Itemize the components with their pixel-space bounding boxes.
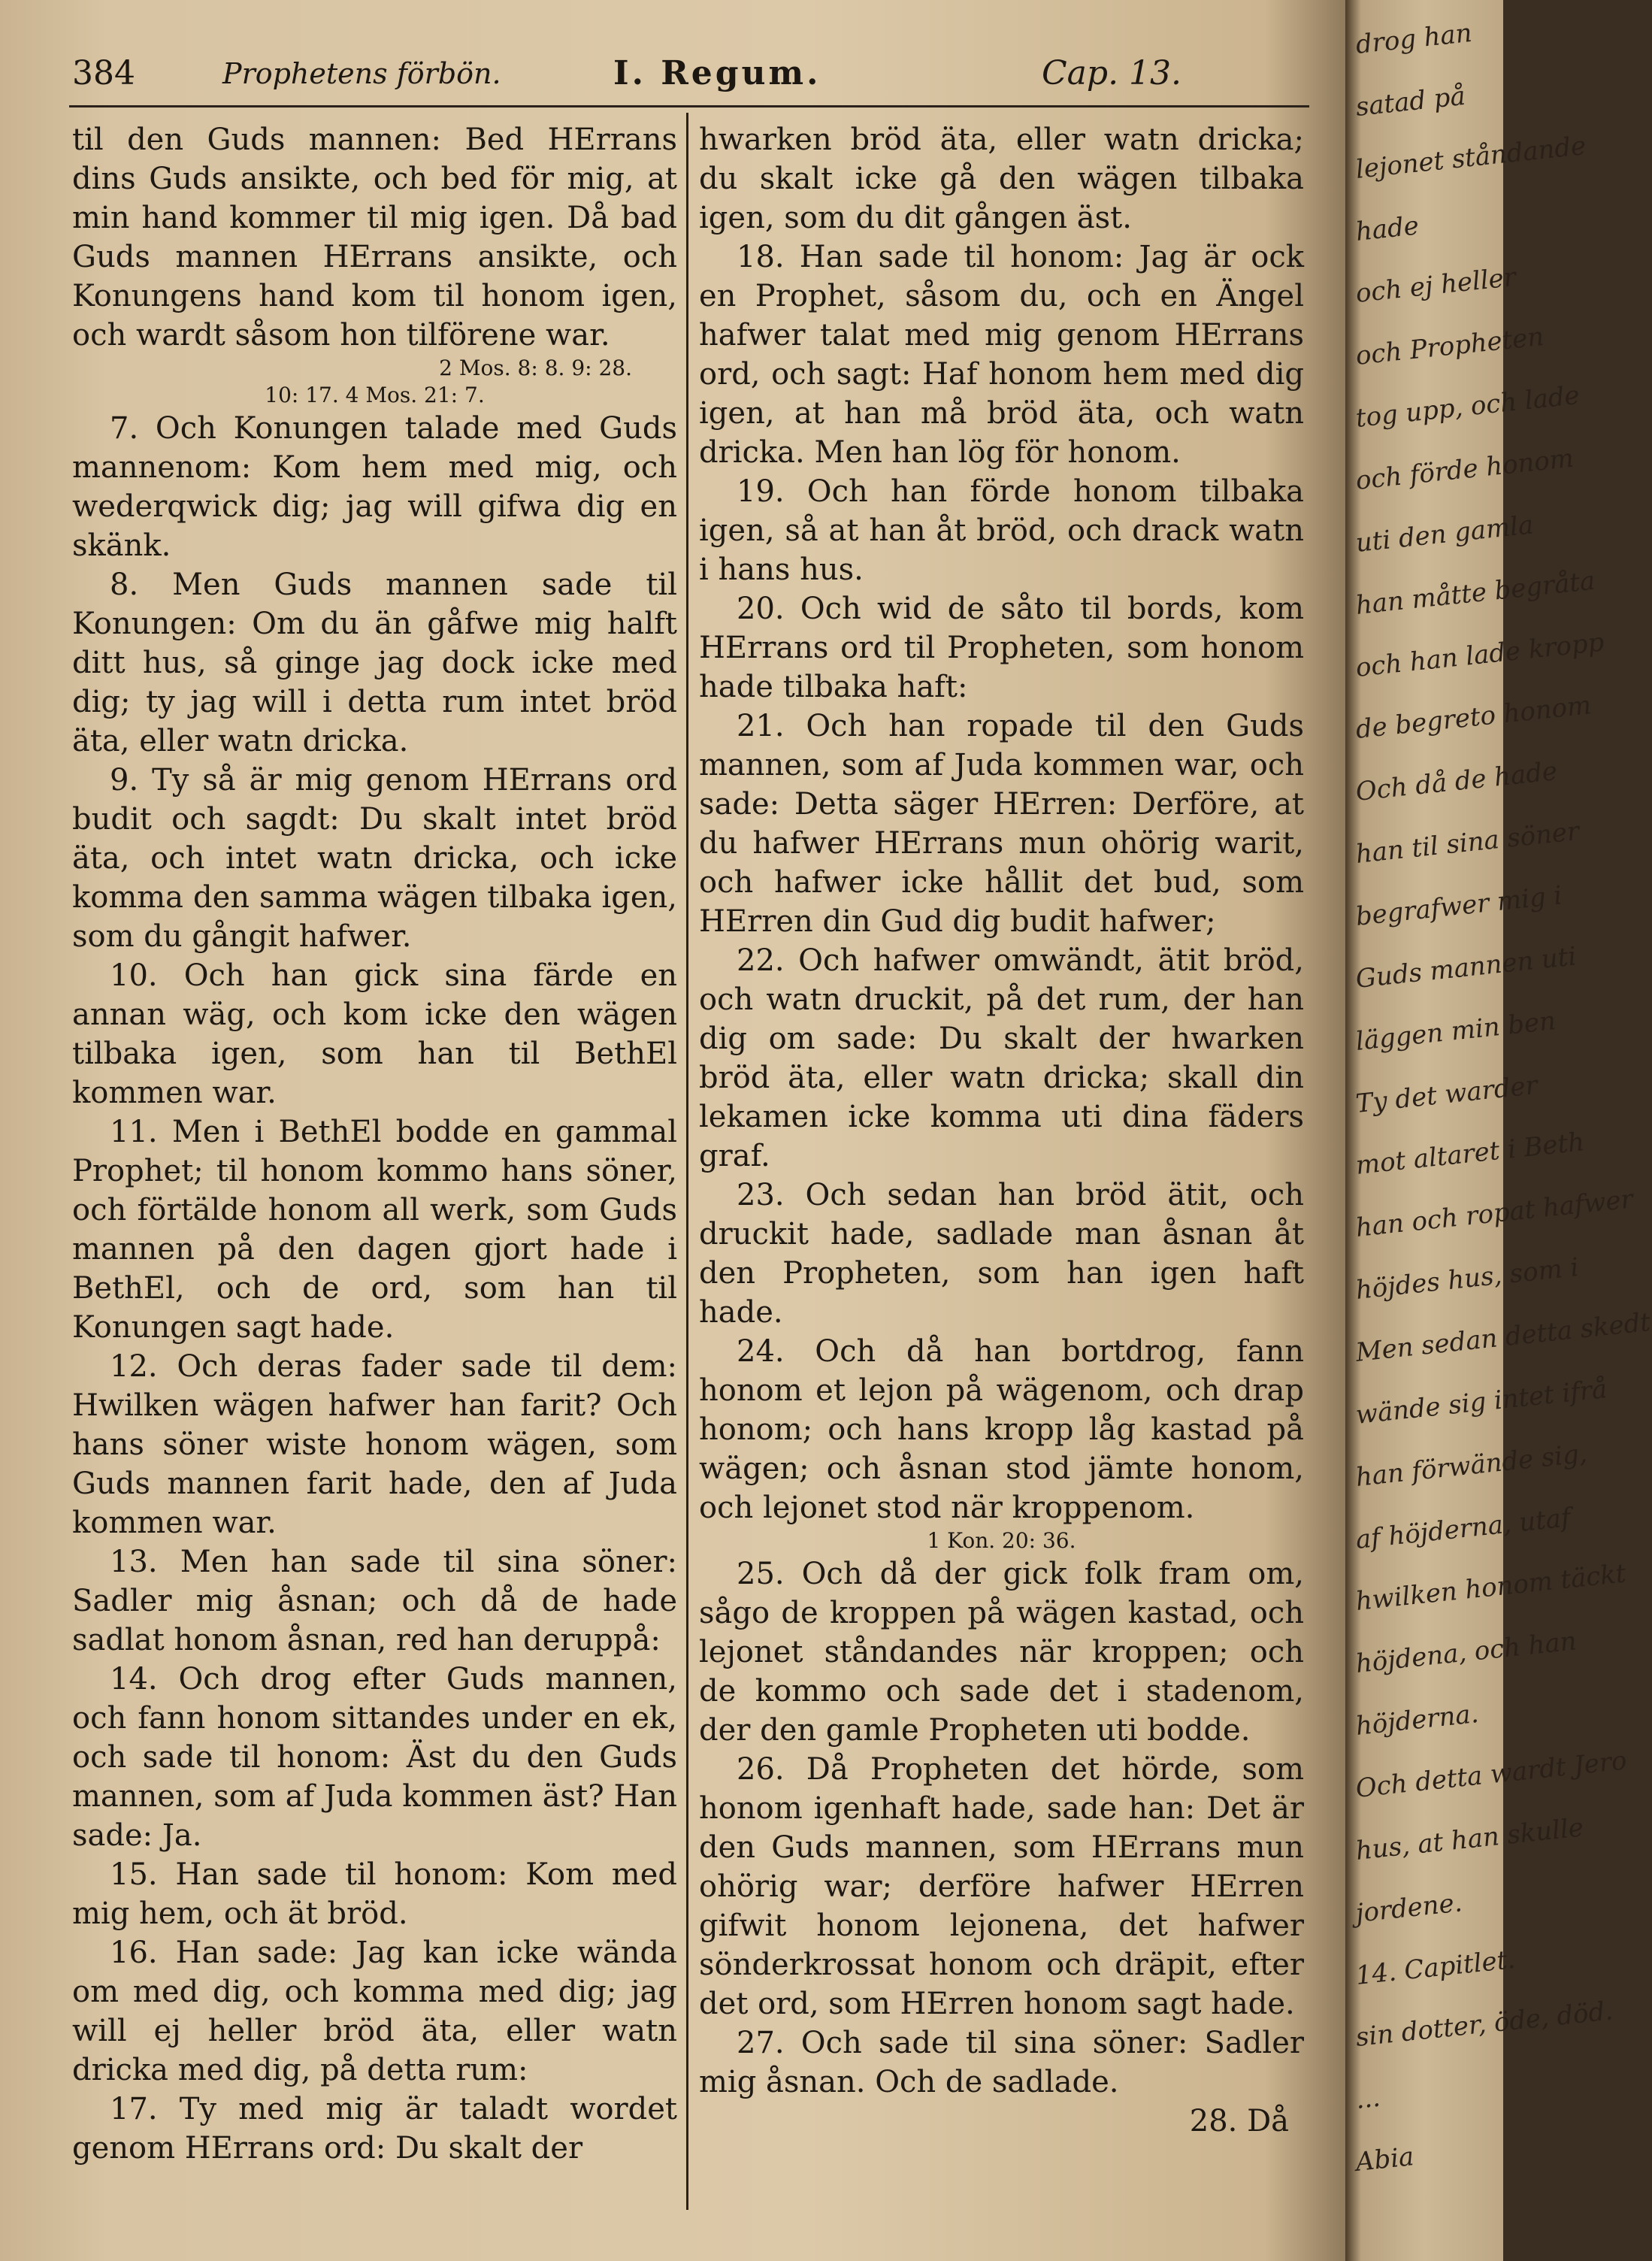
- facing-page-line: läggen min ben: [1354, 1005, 1557, 1057]
- facing-page-line: höjdes hus, som i: [1354, 1252, 1581, 1306]
- continuation-text: til den Guds mannen: Bed HErrans dins Guds ansikte, och bed för mig, at min hand kommer til mig igen. Då bad Guds mannen HErrans ansikte, och Konungens hand kom til honom igen, och wardt såsom hon tilförene war.: [72, 123, 677, 353]
- facing-page-line: ...: [1354, 2083, 1382, 2116]
- facing-page-line: af höjderna, utaf: [1354, 1502, 1572, 1555]
- left-column: [72, 120, 677, 2168]
- facing-page-line: Och detta wardt Jero: [1354, 1745, 1629, 1804]
- verse-9: 9. Ty så är mig genom HErrans ord budit och sagdt: Du skalt intet bröd äta, och intet watn dricka, och icke komma den samma wägen tilbaka igen, som du gångit hafwer.: [72, 763, 677, 954]
- verse-18: 18. Han sade til honom: Jag är ock en Prophet, såsom du, och en Ängel hafwer talat med mig genom HErrans ord, och sagt: Haf honom hem med dig igen, at han må bröd äta, och watn dricka. Men han lög för honom.: [699, 240, 1304, 470]
- facing-page-line: hade: [1354, 210, 1421, 247]
- verse-16: 16. Han sade: Jag kan icke wända om med dig, och komma med dig; jag will ej heller bröd äta, eller watn dricka med dig, på detta rum:: [72, 1936, 677, 2087]
- right-column: [699, 120, 1304, 2141]
- header-rule: [69, 105, 1309, 107]
- verse-21: 21. Och han ropade til den Guds mannen, som af Juda kommen war, och sade: Detta säger HErren: Derföre, at du hafwer HErrans mun ohörig warit, och hafwer icke hållit det bud, som HErren din Gud dig budit hafwer;: [699, 709, 1304, 939]
- page-header: [72, 54, 1312, 99]
- facing-page-line: och ej heller: [1354, 262, 1517, 310]
- facing-page-line: drog han: [1354, 17, 1474, 60]
- facing-page-line: och han lade kropp: [1354, 626, 1606, 683]
- facing-page-line: Ty det warder: [1354, 1070, 1539, 1119]
- verse-19: 19. Och han förde honom tilbaka igen, så at han åt bröd, och drack watn i hans hus.: [699, 474, 1304, 587]
- facing-page-line: satad på: [1354, 80, 1467, 123]
- facing-page-line: lejonet ståndande: [1354, 130, 1587, 185]
- verse-17: 17. Ty med mig är taladt wordet genom HErrans ord: Du skalt der: [72, 2092, 677, 2166]
- cross-reference: 2 Mos. 8: 8. 9: 28.: [439, 356, 632, 380]
- facing-page-line: Och då de hade: [1354, 756, 1559, 808]
- facing-page-line: Guds mannen uti: [1354, 941, 1578, 994]
- verse-15: 15. Han sade til honom: Kom med mig hem, och ät bröd.: [72, 1857, 677, 1931]
- verse-24: 24. Och då han bortdrog, fann honom et lejon på wägenom, och drap honom; och hans kropp låg kastad på wägen; och åsnan stod jämte honom, och lejonet stod när kroppenom.: [699, 1334, 1304, 1525]
- facing-page-line: uti den gamla: [1354, 510, 1536, 558]
- facing-page-line: begrafwer mig i: [1354, 880, 1564, 932]
- facing-page-line: 14. Capitlet.: [1354, 1944, 1517, 1991]
- book-title: I. Regum.: [613, 54, 821, 92]
- verse-20: 20. Och wid de såto til bords, kom HErrans ord til Propheten, som honom hade tilbaka haft:: [699, 592, 1304, 704]
- facing-page-line: hwilken honom täckt: [1354, 1558, 1628, 1618]
- verse-12: 12. Och deras fader sade til dem: Hwilken wägen hafwer han farit? Och hans söner wiste honom wägen, som Guds mannen farit hade, den af Juda kommen war.: [72, 1349, 677, 1540]
- verse-26: 26. Då Propheten det hörde, som honom igenhaft hade, sade han: Det är den Guds mannen, som HErrans mun ohörig war; derföre hafwer HErren gifwit honom lejonena, det hafwer sönderkrossat honom och dräpit, efter det ord, som HErren honom sagt hade.: [699, 1752, 1304, 2021]
- facing-page-line: de begreto honom: [1354, 690, 1593, 746]
- verse-14: 14. Och drog efter Guds mannen, och fann honom sittandes under en ek, och sade til honom: Äst du den Guds mannen, som af Juda kommen äst? Han sade: Ja.: [72, 1662, 677, 1853]
- verse-10: 10. Och han gick sina färde en annan wäg, och kom icke den wägen tilbaka igen, som han til BethEl kommen war.: [72, 958, 677, 1110]
- verse-23: 23. Och sedan han bröd ätit, och druckit hade, sadlade man åsnan åt den Propheten, som han igen haft hade.: [699, 1178, 1304, 1330]
- facing-page-line: wände sig intet ifrå: [1354, 1373, 1609, 1430]
- verse-22: 22. Och hafwer omwändt, ätit bröd, och watn druckit, på det rum, der han dig om sade: Du skalt der hwarken bröd äta, eller watn dricka; skall din lekamen icke komma uti dina fäders graf.: [699, 943, 1304, 1173]
- verse-25: 25. Och då der gick folk fram om, sågo de kroppen på wägen kastad, och lejonet ståndandes när kroppen; och de kommo och sade det i stadenom, der den gamle Propheten uti bodde.: [699, 1557, 1304, 1748]
- column-divider: [686, 113, 688, 2210]
- facing-page-line: mot altaret i Beth: [1354, 1127, 1586, 1182]
- facing-page-line: och Propheten: [1354, 322, 1545, 372]
- verse-13: 13. Men han sade til sina söner: Sadler mig åsnan; och då de hade sadlat honom åsnan, red han deruppå:: [72, 1545, 677, 1657]
- facing-page-line: hus, at han skulle: [1354, 1812, 1585, 1866]
- facing-page-line: höjdena, och han: [1354, 1626, 1578, 1680]
- chapter-label: Cap. 13.: [1042, 54, 1182, 92]
- verse-7: 7. Och Konungen talade med Guds mannenom: Kom hem med mig, och wederqwick dig; jag will gifwa dig en skänk.: [72, 411, 677, 563]
- facing-page-line: tog upp, och lade: [1354, 380, 1581, 434]
- cross-reference: 10: 17. 4 Mos. 21: 7.: [265, 383, 485, 407]
- facing-page-line: och förde honom: [1354, 443, 1575, 496]
- facing-page-line: Abia: [1354, 2141, 1416, 2178]
- facing-page-line: höjderna.: [1354, 1699, 1481, 1742]
- catchword: 28. Då: [1189, 2104, 1289, 2138]
- verse-8: 8. Men Guds mannen sade til Konungen: Om du än gåfwe mig halft ditt hus, så ginge jag dock icke med dig; ty jag will i detta rum intet bröd äta, eller watn dricka.: [72, 568, 677, 758]
- facing-page-edge: [1345, 0, 1652, 2261]
- page-number: 384: [72, 54, 135, 92]
- verse-11: 11. Men i BethEl bodde en gammal Prophet; til honom kommo hans söner, och förtälde honom all werk, som Guds mannen på den dagen gjort hade i BethEl, och de ord, som han til Konungen sagt hade.: [72, 1115, 677, 1345]
- facing-page-line: han måtte begråta: [1354, 565, 1597, 621]
- running-title: Prophetens förbön.: [222, 57, 501, 90]
- facing-page-line: han til sina söner: [1354, 816, 1581, 870]
- cross-reference: 1 Kon. 20: 36.: [927, 1528, 1076, 1553]
- verse-27: 27. Och sade til sina söner: Sadler mig åsnan. Och de sadlade.: [699, 2026, 1304, 2099]
- facing-page-line: sin dotter, öde, död.: [1354, 1996, 1614, 2054]
- continuation-text: hwarken bröd äta, eller watn dricka; du skalt icke gå den wägen tilbaka igen, som du dit gången äst.: [699, 123, 1304, 235]
- facing-page-line: han och ropat hafwer: [1354, 1184, 1635, 1244]
- facing-page-line: jordene.: [1354, 1887, 1464, 1929]
- facing-page-line: Men sedan detta skedt: [1354, 1306, 1652, 1368]
- facing-page-line: han förwände sig,: [1354, 1438, 1589, 1493]
